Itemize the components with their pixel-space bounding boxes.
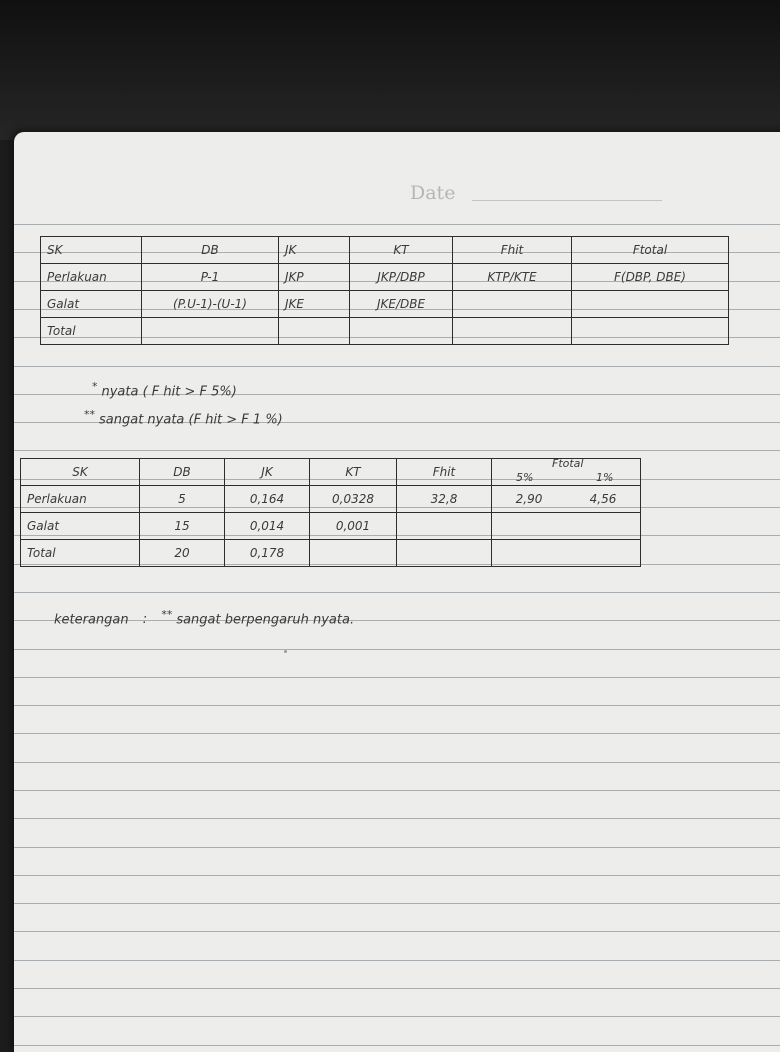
ruled-line	[14, 988, 780, 989]
header-cell: KT	[310, 459, 397, 486]
ruled-line	[14, 733, 780, 734]
ruled-line	[14, 450, 780, 451]
ftotal-sub-5: 5%	[516, 471, 534, 484]
table-cell: JKP	[279, 264, 350, 291]
table-cell	[572, 291, 729, 318]
date-line	[472, 200, 662, 201]
note-nyata	[92, 380, 237, 399]
table-row	[41, 318, 729, 345]
table-cell	[492, 513, 641, 540]
header-cell: SK	[41, 237, 142, 264]
table-cell	[453, 291, 572, 318]
ruled-line	[14, 903, 780, 904]
header-cell: JK	[225, 459, 310, 486]
ruled-line	[14, 960, 780, 961]
table-cell	[397, 513, 492, 540]
table-cell: JKP/DBP	[350, 264, 453, 291]
ruled-line	[14, 847, 780, 848]
header-cell: KT	[350, 237, 453, 264]
ruled-line	[14, 790, 780, 791]
table-cell: Total	[41, 318, 142, 345]
dark-background	[0, 0, 780, 140]
ruled-line	[14, 592, 780, 593]
table-header-row	[41, 237, 729, 264]
table-cell: 0,014	[225, 513, 310, 540]
table-row	[21, 540, 641, 567]
keterangan-text: sangat berpengaruh nyata.	[176, 612, 355, 628]
note-mark: *	[92, 380, 98, 393]
date-label: Date	[410, 182, 456, 204]
header-cell: Fhit	[453, 237, 572, 264]
table-row	[41, 264, 729, 291]
header-cell: DB	[140, 459, 225, 486]
note-text: sangat nyata (F hit > F 1 %)	[99, 412, 283, 428]
ink-dot	[284, 650, 287, 653]
table-cell: Galat	[41, 291, 142, 318]
table-row	[41, 291, 729, 318]
keterangan-colon: :	[142, 612, 148, 628]
table-cell: Perlakuan	[21, 486, 140, 513]
keterangan-note	[54, 608, 354, 627]
note-sangat-nyata	[84, 408, 283, 427]
table-cell	[142, 318, 279, 345]
header-cell: JK	[279, 237, 350, 264]
ftotal-5-value: 2,90	[515, 492, 543, 506]
table-cell: Perlakuan	[41, 264, 142, 291]
table-cell: (P.U-1)-(U-1)	[142, 291, 279, 318]
table-cell: 20	[140, 540, 225, 567]
table-cell: KTP/KTE	[453, 264, 572, 291]
ruled-line	[14, 762, 780, 763]
table-cell: 0,164	[225, 486, 310, 513]
table-cell	[572, 318, 729, 345]
ftotal-values-cell	[492, 486, 641, 513]
table-cell: 0,0328	[310, 486, 397, 513]
table-cell	[397, 540, 492, 567]
ruled-line	[14, 818, 780, 819]
ftotal-1-value: 4,56	[589, 492, 617, 506]
table-cell: JKE	[279, 291, 350, 318]
ruled-line	[14, 875, 780, 876]
keterangan-label: keterangan	[54, 612, 129, 628]
header-cell: Fhit	[397, 459, 492, 486]
table-cell: P-1	[142, 264, 279, 291]
table-row	[21, 513, 641, 540]
ruled-line	[14, 1016, 780, 1017]
anova-formula-table	[40, 236, 729, 345]
header-cell: Ftotal	[572, 237, 729, 264]
table-cell: 0,178	[225, 540, 310, 567]
table-cell: 0,001	[310, 513, 397, 540]
ruled-line	[14, 677, 780, 678]
table-row	[21, 486, 641, 513]
table-cell	[310, 540, 397, 567]
table-cell	[453, 318, 572, 345]
table-cell	[350, 318, 453, 345]
table-cell: Galat	[21, 513, 140, 540]
note-text: nyata ( F hit > F 5%)	[101, 384, 237, 400]
anova-result-table	[20, 458, 641, 567]
table-cell	[279, 318, 350, 345]
ftotal-header-cell	[492, 459, 641, 486]
table-cell: 32,8	[397, 486, 492, 513]
table-header-row	[21, 459, 641, 486]
ftotal-sub-1: 1%	[596, 471, 614, 484]
ruled-line	[14, 366, 780, 367]
ruled-line	[14, 649, 780, 650]
header-cell: DB	[142, 237, 279, 264]
table-cell: 5	[140, 486, 225, 513]
keterangan-mark: **	[161, 608, 173, 621]
notebook-page	[14, 132, 780, 1052]
table-cell	[492, 540, 641, 567]
ruled-line	[14, 1045, 780, 1046]
ftotal-label: Ftotal	[552, 457, 584, 470]
note-mark: **	[84, 408, 95, 421]
table-cell: 15	[140, 513, 225, 540]
header-cell: SK	[21, 459, 140, 486]
ruled-line	[14, 224, 780, 225]
table-cell: Total	[21, 540, 140, 567]
ruled-line	[14, 931, 780, 932]
table-cell: F(DBP, DBE)	[572, 264, 729, 291]
table-cell: JKE/DBE	[350, 291, 453, 318]
ruled-line	[14, 705, 780, 706]
